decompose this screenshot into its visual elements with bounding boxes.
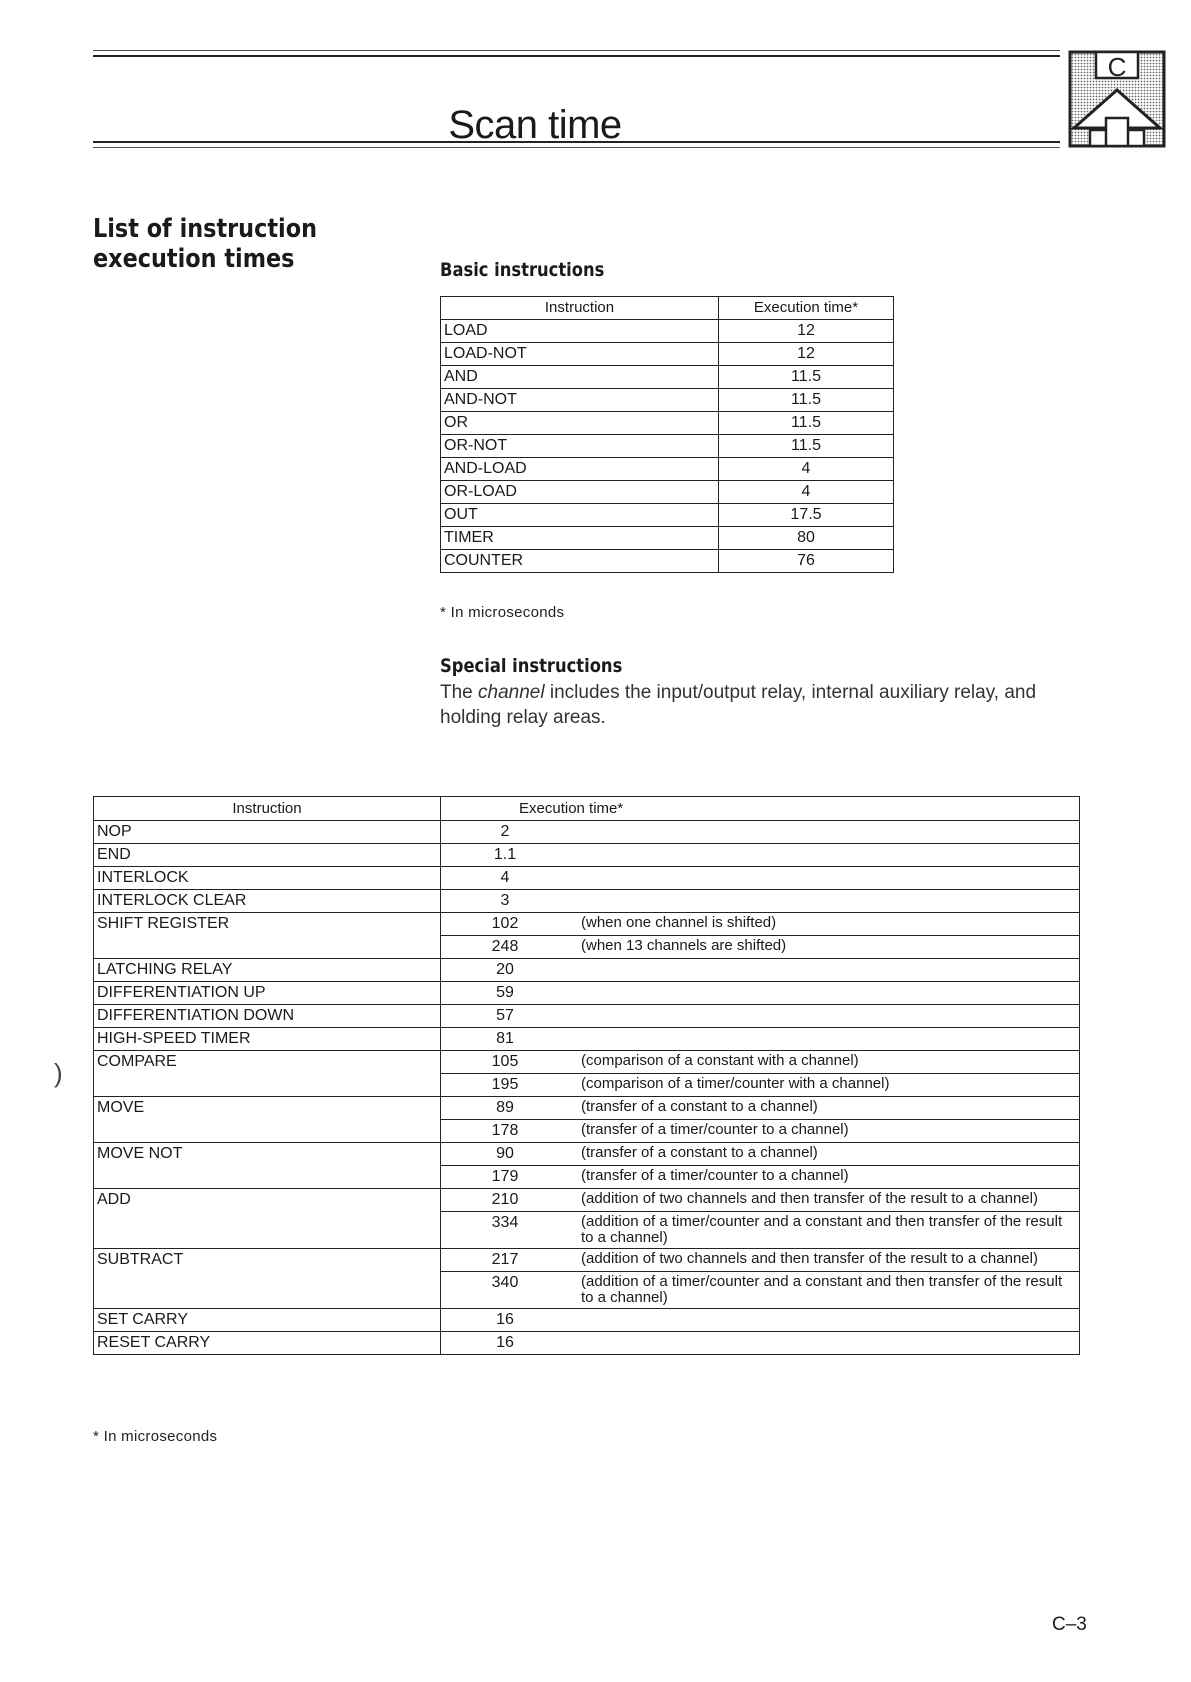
execution-note-cell: (comparison of a constant with a channel) [569, 1051, 1080, 1074]
execution-time-cell: 57 [441, 1005, 570, 1028]
description-text-end: includes the input/output relay, internal auxiliary relay, and holding relay areas. [440, 682, 1037, 728]
table-row [441, 343, 894, 366]
instruction-cell: MOVE NOT [94, 1143, 441, 1189]
execution-time-cell: 20 [441, 959, 570, 982]
description-emphasis: channel [478, 682, 545, 703]
instruction-cell: SHIFT REGISTER [94, 913, 441, 959]
column-header-instruction: Instruction [94, 797, 441, 821]
execution-time-cell: 210 [441, 1189, 570, 1212]
table-row [94, 913, 1080, 936]
table-header-row [94, 797, 1080, 821]
table-row [441, 481, 894, 504]
execution-note-cell [569, 1309, 1080, 1332]
table-row [94, 1005, 1080, 1028]
execution-time-cell: 76 [719, 550, 894, 573]
execution-note-cell: (when 13 channels are shifted) [569, 936, 1080, 959]
instruction-cell: RESET CARRY [94, 1332, 441, 1355]
table-row [94, 1332, 1080, 1355]
execution-note-cell [569, 982, 1080, 1005]
instruction-cell: LOAD-NOT [441, 343, 719, 366]
instruction-cell: AND-LOAD [441, 458, 719, 481]
table-row [94, 1309, 1080, 1332]
special-instructions-description [440, 680, 1080, 730]
execution-time-cell: 4 [719, 458, 894, 481]
instruction-cell: LATCHING RELAY [94, 959, 441, 982]
instruction-cell: AND-NOT [441, 389, 719, 412]
section-letter: C [1107, 52, 1127, 82]
execution-time-cell: 11.5 [719, 412, 894, 435]
execution-time-cell: 1.1 [441, 844, 570, 867]
execution-time-cell: 178 [441, 1120, 570, 1143]
execution-time-cell: 340 [441, 1272, 570, 1309]
execution-time-cell: 11.5 [719, 366, 894, 389]
instruction-cell: COMPARE [94, 1051, 441, 1097]
special-instructions-table [93, 796, 1080, 1355]
instruction-cell: AND [441, 366, 719, 389]
execution-note-cell [569, 821, 1080, 844]
instruction-cell: OR-LOAD [441, 481, 719, 504]
table-row [94, 1097, 1080, 1120]
execution-time-cell: 195 [441, 1074, 570, 1097]
instruction-cell: SET CARRY [94, 1309, 441, 1332]
execution-time-cell: 3 [441, 890, 570, 913]
basic-footnote: * In microseconds [440, 604, 565, 621]
section-heading: List of instruction execution times [93, 213, 317, 274]
table-header-row [441, 297, 894, 320]
table-row [94, 1249, 1080, 1272]
column-header-instruction: Instruction [441, 297, 719, 320]
instruction-cell: NOP [94, 821, 441, 844]
execution-time-cell: 59 [441, 982, 570, 1005]
margin-mark: ) [54, 1058, 63, 1088]
instruction-cell: ADD [94, 1189, 441, 1249]
execution-time-cell: 2 [441, 821, 570, 844]
table-row [94, 959, 1080, 982]
table-row [94, 1051, 1080, 1074]
execution-note-cell [569, 959, 1080, 982]
table-row [441, 320, 894, 343]
execution-time-cell: 102 [441, 913, 570, 936]
table-row [441, 550, 894, 573]
instruction-cell: MOVE [94, 1097, 441, 1143]
execution-note-cell: (when one channel is shifted) [569, 913, 1080, 936]
table-row [94, 867, 1080, 890]
table-row [94, 890, 1080, 913]
execution-time-cell: 334 [441, 1212, 570, 1249]
table-row [94, 844, 1080, 867]
execution-time-cell: 248 [441, 936, 570, 959]
execution-note-cell: (comparison of a timer/counter with a channel) [569, 1074, 1080, 1097]
execution-note-cell [569, 1028, 1080, 1051]
instruction-cell: COUNTER [441, 550, 719, 573]
execution-time-cell: 81 [441, 1028, 570, 1051]
execution-time-cell: 80 [719, 527, 894, 550]
section-c-logo-icon [1068, 50, 1166, 148]
execution-note-cell: (transfer of a timer/counter to a channel) [569, 1120, 1080, 1143]
execution-time-cell: 17.5 [719, 504, 894, 527]
execution-note-cell [569, 890, 1080, 913]
basic-instructions-heading: Basic instructions [440, 259, 605, 281]
table-row [441, 389, 894, 412]
execution-note-cell: (transfer of a timer/counter to a channel) [569, 1166, 1080, 1189]
execution-time-cell: 11.5 [719, 435, 894, 458]
execution-time-cell: 4 [441, 867, 570, 890]
execution-note-cell: (addition of two channels and then transfer of the result to a channel) [569, 1189, 1080, 1212]
execution-note-cell: (addition of two channels and then transfer of the result to a channel) [569, 1249, 1080, 1272]
instruction-cell: HIGH-SPEED TIMER [94, 1028, 441, 1051]
basic-instructions-table [440, 296, 894, 573]
instruction-cell: SUBTRACT [94, 1249, 441, 1309]
table-row [441, 458, 894, 481]
execution-time-cell: 16 [441, 1332, 570, 1355]
table-row [94, 821, 1080, 844]
table-row [94, 1189, 1080, 1212]
execution-time-cell: 12 [719, 343, 894, 366]
instruction-cell: TIMER [441, 527, 719, 550]
execution-time-cell: 16 [441, 1309, 570, 1332]
instruction-cell: OR-NOT [441, 435, 719, 458]
execution-note-cell [569, 844, 1080, 867]
execution-note-cell: (transfer of a constant to a channel) [569, 1097, 1080, 1120]
table-row [94, 1028, 1080, 1051]
table-row [441, 435, 894, 458]
description-text-start: The [440, 682, 479, 703]
special-footnote: * In microseconds [93, 1428, 218, 1445]
execution-time-cell: 12 [719, 320, 894, 343]
execution-time-cell: 179 [441, 1166, 570, 1189]
execution-time-cell: 90 [441, 1143, 570, 1166]
instruction-cell: LOAD [441, 320, 719, 343]
instruction-cell: INTERLOCK CLEAR [94, 890, 441, 913]
instruction-cell: END [94, 844, 441, 867]
execution-note-cell: (addition of a timer/counter and a constant and then transfer of the result to a channel) [569, 1272, 1080, 1309]
execution-time-cell: 105 [441, 1051, 570, 1074]
execution-time-cell: 4 [719, 481, 894, 504]
execution-time-cell: 11.5 [719, 389, 894, 412]
page-number: C–3 [1052, 1614, 1087, 1635]
table-row [441, 366, 894, 389]
instruction-cell: OR [441, 412, 719, 435]
instruction-cell: DIFFERENTIATION DOWN [94, 1005, 441, 1028]
header-rule-top-thin [93, 50, 1060, 51]
execution-note-cell: (transfer of a constant to a channel) [569, 1143, 1080, 1166]
table-row [94, 1143, 1080, 1166]
column-header-execution-time: Execution time* [719, 297, 894, 320]
instruction-cell: INTERLOCK [94, 867, 441, 890]
special-instructions-heading: Special instructions [440, 655, 623, 677]
execution-note-cell: (addition of a timer/counter and a constant and then transfer of the result to a channel) [569, 1212, 1080, 1249]
table-row [94, 982, 1080, 1005]
instruction-cell: DIFFERENTIATION UP [94, 982, 441, 1005]
execution-note-cell [569, 1005, 1080, 1028]
execution-note-cell [569, 1332, 1080, 1355]
instruction-cell: OUT [441, 504, 719, 527]
execution-note-cell [569, 867, 1080, 890]
execution-time-cell: 217 [441, 1249, 570, 1272]
header-rule-top [93, 55, 1060, 57]
column-header-execution-time: Execution time* [441, 797, 1080, 821]
table-row [441, 504, 894, 527]
table-row [441, 412, 894, 435]
table-row [441, 527, 894, 550]
execution-time-cell: 89 [441, 1097, 570, 1120]
page-title: Scan time [448, 102, 622, 147]
